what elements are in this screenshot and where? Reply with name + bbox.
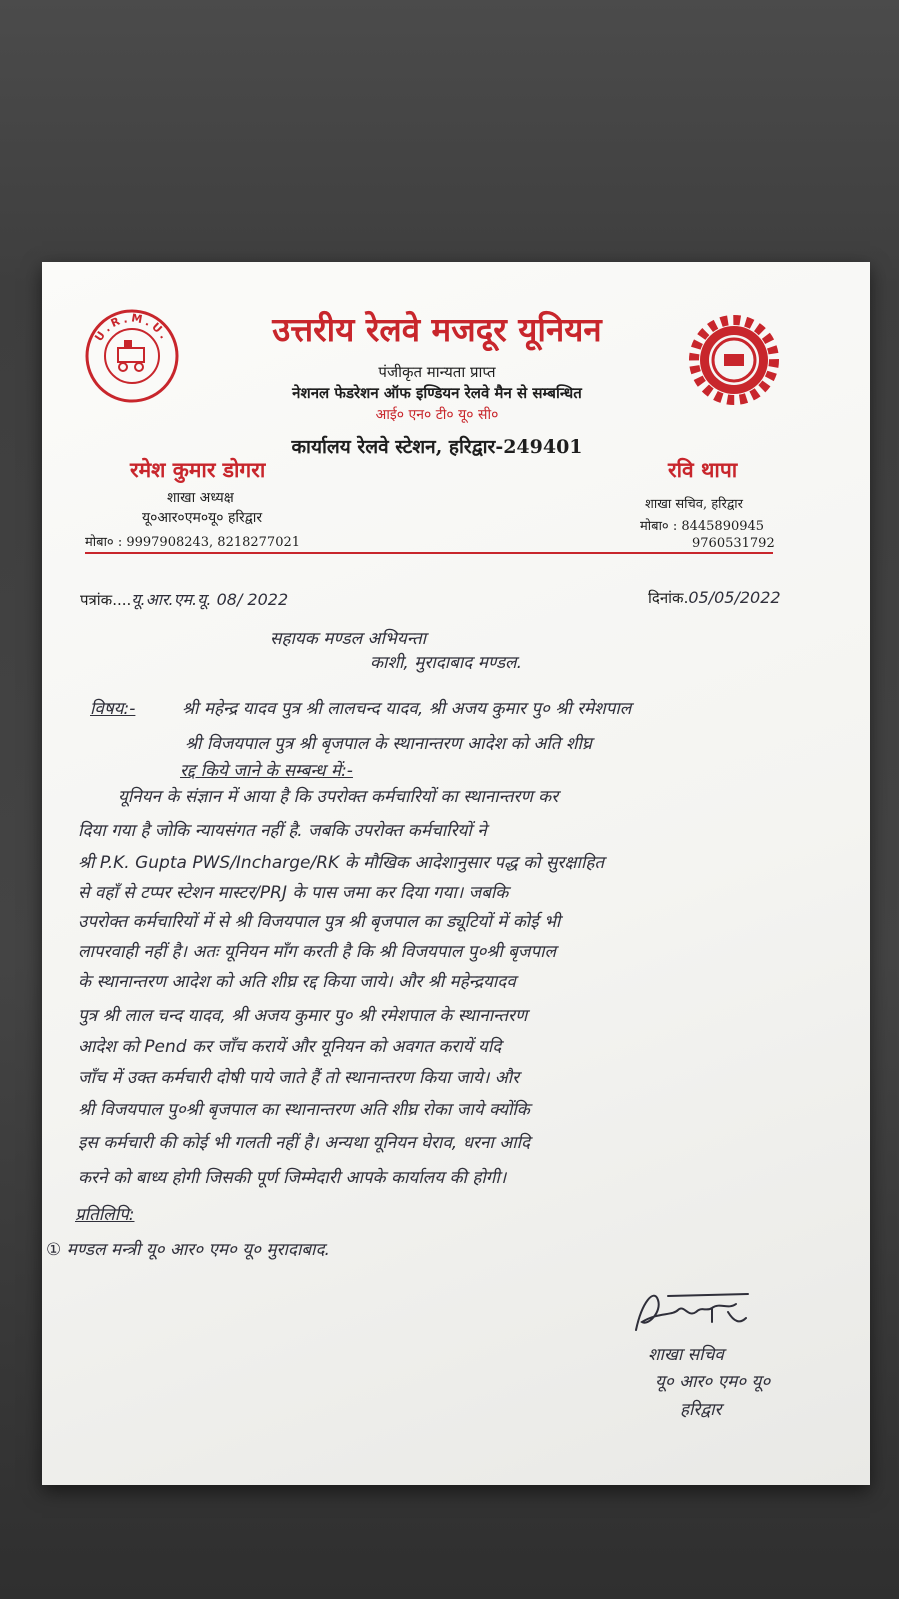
letterhead-divider xyxy=(85,552,773,554)
body-line: लापरवाही नहीं है। अतः यूनियन माँग करती है कि श्री विजयपाल पु०श्री बृजपाल xyxy=(78,942,557,962)
body-line: के स्थानान्तरण आदेश को अति शीघ्र रद्द किया जाये। और श्री महेन्द्रयादव xyxy=(78,972,516,992)
date-value: 05/05/2022 xyxy=(688,588,781,607)
president-name: रमेश कुमार डोगरा xyxy=(130,458,266,482)
letter-paper xyxy=(42,262,870,1485)
body-line: यूनियन के संज्ञान में आया है कि उपरोक्त कर्मचारियों का स्थानान्तरण कर xyxy=(118,787,559,807)
subject-line-1: श्री महेन्द्र यादव पुत्र श्री लालचन्द यादव, श्री अजय कुमार पु० श्री रमेशपाल xyxy=(182,699,632,719)
signoff-place: हरिद्वार xyxy=(680,1400,722,1420)
body-line: उपरोक्त कर्मचारियों में से श्री विजयपाल पुत्र श्री बृजपाल का ड्यूटियों में कोई भी xyxy=(78,912,561,932)
gear-logo-icon xyxy=(688,314,780,406)
subject-line-2: श्री विजयपाल पुत्र श्री बृजपाल के स्थानान्तरण आदेश को अति शीघ्र xyxy=(185,734,592,754)
ref-label: पत्रांक.... xyxy=(80,591,132,609)
cc-item-text: मण्डल मन्त्री यू० आर० एम० यू० मुरादाबाद. xyxy=(66,1240,330,1260)
svg-text:U.R.M.U. xyxy=(92,311,172,343)
subject-line-3: रद्द किये जाने के सम्बन्ध में:- xyxy=(180,761,353,781)
ref-number xyxy=(80,588,288,610)
cc-label: प्रतिलिपि: xyxy=(75,1205,135,1225)
president-role: शाखा अध्यक्ष xyxy=(167,490,234,506)
letter-date xyxy=(648,588,781,608)
date-label: दिनांक. xyxy=(648,589,689,607)
subtitle-intuc: आई० एन० टी० यू० सी० xyxy=(375,407,499,423)
body-line: जाँच में उक्त कर्मचारी दोषी पाये जाते हैं तो स्थानान्तरण किया जाये। और xyxy=(78,1068,520,1088)
cc-item xyxy=(46,1237,566,1263)
subtitle-registered: पंजीकृत मान्यता प्राप्त xyxy=(378,363,496,381)
signoff-union: यू० आर० एम० यू० xyxy=(655,1372,771,1392)
urmu-logo-icon xyxy=(84,308,180,404)
subtitle-federation: नेशनल फेडरेशन ऑफ इण्डियन रेलवे मैन से सम्बन्धित xyxy=(292,384,582,402)
president-org: यू०आर०एम०यू० हरिद्वार xyxy=(142,510,263,526)
secretary-role: शाखा सचिव, हरिद्वार xyxy=(645,497,743,512)
body-line: श्री विजयपाल पु०श्री बृजपाल का स्थानान्तरण अति शीघ्र रोका जाये क्योंकि xyxy=(78,1100,530,1120)
body-line: दिया गया है जोकि न्यायसंगत नहीं है. जबकि उपरोक्त कर्मचारियों ने xyxy=(78,821,487,841)
body-line: से वहाँ से टप्पर स्टेशन मास्टर/PRJ के पास जमा कर दिया गया। जबकि xyxy=(78,883,509,903)
logo-left-text: U.R.M.U. xyxy=(92,311,172,344)
body-line: इस कर्मचारी की कोई भी गलती नहीं है। अन्यथा यूनियन घेराव, धरना आदि xyxy=(78,1133,531,1153)
addressee-line-1: सहायक मण्डल अभियन्ता xyxy=(270,629,427,649)
secretary-mobile-2: 9760531792 xyxy=(692,536,775,551)
body-line: पुत्र श्री लाल चन्द यादव, श्री अजय कुमार पु० श्री रमेशपाल के स्थानान्तरण xyxy=(78,1006,528,1026)
office-address: कार्यालय रेलवे स्टेशन, हरिद्वार-249401 xyxy=(291,436,583,458)
handwritten-signature xyxy=(628,1282,758,1342)
secretary-mobile-1: मोबा० : 8445890945 xyxy=(640,519,765,534)
president-mobile: मोबा० : 9997908243, 8218277021 xyxy=(85,535,301,550)
secretary-name: रवि थापा xyxy=(668,458,738,482)
union-title: उत्तरीय रेलवे मजदूर यूनियन xyxy=(272,310,602,349)
cc-item-number: ① xyxy=(46,1240,62,1260)
body-line: करने को बाध्य होगी जिसकी पूर्ण जिम्मेदारी आपके कार्यालय की होगी। xyxy=(78,1168,507,1188)
body-line: श्री P.K. Gupta PWS/Incharge/RK के मौखिक आदेशानुसार पद्ध को सुरक्षाहित xyxy=(78,853,605,873)
addressee-line-2: काशी, मुरादाबाद मण्डल. xyxy=(370,653,522,673)
signoff-designation: शाखा सचिव xyxy=(648,1345,724,1365)
ref-value: यू.आर.एम.यू. 08/ 2022 xyxy=(131,590,289,609)
subject-label: विषय:- xyxy=(90,699,136,719)
body-line: आदेश को Pend कर जाँच करायें और यूनियन को अवगत करायें यदि xyxy=(78,1037,502,1057)
